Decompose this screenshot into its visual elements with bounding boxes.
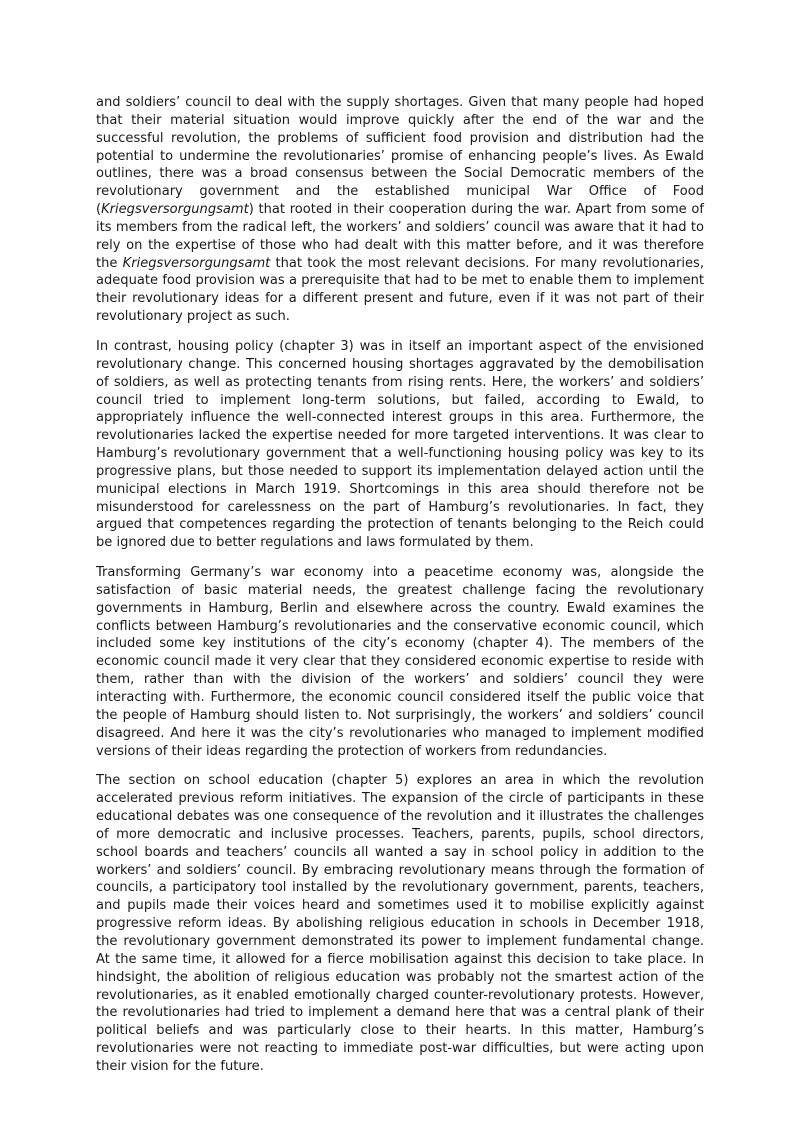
paragraph-war-economy bbox=[96, 564, 704, 760]
paragraph-housing-policy bbox=[96, 338, 704, 552]
italic-term: Kriegsversorgungsamt bbox=[122, 255, 271, 271]
paragraph-school-education bbox=[96, 772, 704, 1075]
text-run: and soldiers’ council to deal with the supply shortages. Given that many people had hoped that their material situation would improve quickly after the end of the war and the successful revolution, the problems of sufficient food provision and distribution had the potential to undermine the revolutionaries’ promise of enhancing people’s lives. As Ewald outlines, there was a broad consensus between the Social Democratic members of the revolutionary government and the established municipal War Office of Food ( bbox=[96, 95, 704, 218]
italic-term: Kriegsversorgungsamt bbox=[101, 202, 249, 218]
text-run: ) that rooted in their cooperation during the war. Apart from some of its members from the radical left, the workers’ and soldiers’ council was aware that it had to rely on the expertise of those who had dealt with this matter before, and it was therefore the bbox=[96, 202, 704, 271]
text-run: Transforming Germany’s war economy into a peacetime economy was, alongside the satisfaction of basic material needs, the greatest challenge facing the revolutionary governments in Hamburg, Berlin and elsewhere across the country. Ewald examines the conflicts between Hamburg’s revolutionaries and the conservative economic council, which included some key institutions of the city’s economy (chapter 4). The members of the economic council made it very clear that they considered economic expertise to reside with them, rather than with the division of the workers’ and soldiers’ council they were interacting with. Furthermore, the economic council considered itself the public voice that the people of Hamburg should listen to. Not surprisingly, the workers’ and soldiers’ council disagreed. And here it was the city’s revolutionaries who managed to implement modified versions of their ideas regarding the protection of workers from redundancies. bbox=[96, 565, 704, 759]
text-run: that took the most relevant decisions. For many revolutionaries, adequate food provision was a prerequisite that had to be met to enable them to implement their revolutionary ideas for a different present and future, even if it was not part of their revolutionary project as such. bbox=[96, 255, 704, 325]
text-run: In contrast, housing policy (chapter 3) was in itself an important aspect of the envisioned revolutionary change. This concerned housing shortages aggravated by the demobilisation of soldiers, as well as protecting tenants from rising rents. Here, the workers’ and soldiers’ council tried to implement long-term solutions, but failed, according to Ewald, to appropriately influence the well-connected interest groups in this area. Furthermore, the revolutionaries lacked the expertise needed for more targeted interventions. It was clear to Hamburg’s revolutionary government that a well-functioning housing policy was key to its progressive plans, but those needed to support its implementation delayed action until the municipal elections in March 1919. Shortcomings in this area should therefore not be misunderstood for carelessness on the part of Hamburg’s revolutionaries. In fact, they argued that competences regarding the protection of tenants belonging to the Reich could be ignored due to better regulations and laws formulated by them. bbox=[96, 338, 704, 551]
text-run: The section on school education (chapter 5) explores an area in which the revolution accelerated previous reform initiatives. The expansion of the circle of participants in these educational debates was one consequence of the revolution and it illustrates the challenges of more democratic and inclusive processes. Teachers, parents, pupils, school directors, school boards and teachers’ councils all wanted a say in school policy in addition to the workers’ and soldiers’ council. By embracing revolutionary means through the formation of councils, a participatory tool installed by the revolutionary government, parents, teachers, and pupils made their voices heard and sometimes used it to mobilise explicitly against progressive reform ideas. By abolishing religious education in schools in December 1918, the revolutionary government demonstrated its power to implement fundamental change. At the same time, it allowed for a fierce mobilisation against this decision to take place. In hindsight, the abolition of religious education was probably not the smartest action of the revolutionaries, as it enabled emotionally charged counter-revolutionary protests. However, the revolutionaries had tried to implement a demand here that was a central plank of their political beliefs and was particularly close to their hearts. In this matter, Hamburg’s revolutionaries were not reacting to immediate post-war difficulties, but were acting upon their vision for the future. bbox=[96, 773, 704, 1074]
document-body bbox=[96, 94, 704, 1088]
paragraph-food-provision bbox=[96, 94, 704, 326]
